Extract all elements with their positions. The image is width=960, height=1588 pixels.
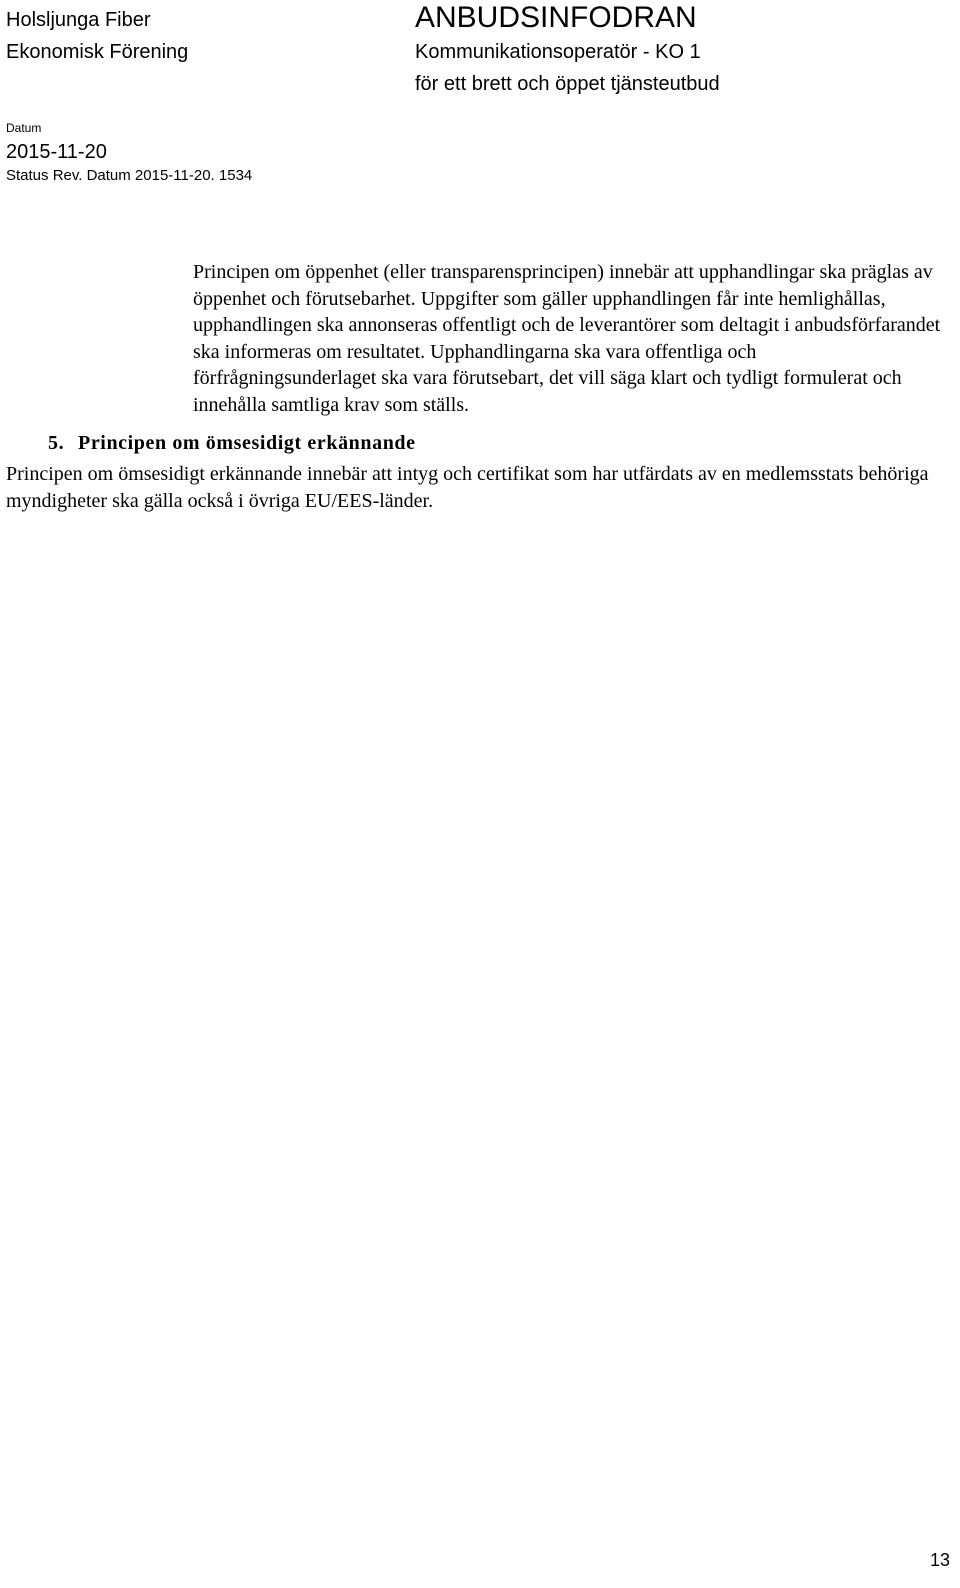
document-subtitle-line1: Kommunikationsoperatör - KO 1 xyxy=(415,41,701,63)
transparency-paragraph: Principen om öppenhet (eller transparensprincipen) innebär att upphandlingar ska präglas av öppenhet och förutsebarhet. Uppgifter som gäller upphandlingen får inte hemlighållas, upphandlingen ska annonseras offentligt och de leverantörer som deltagit i anbudsförfarandet ska informeras om resultatet. Upphandlingarna ska vara offentliga och förfrågningsunderlaget ska vara förutsebart, det vill säga klart och tydligt formulerat och innehålla samtliga krav som ställs. xyxy=(193,261,941,416)
section-number: 5. xyxy=(48,432,65,454)
organization-name: Holsljunga Fiber xyxy=(6,9,151,31)
section-title: Principen om ömsesidigt erkännande xyxy=(78,432,416,454)
organization-block xyxy=(6,4,188,68)
status-line: Status Rev. Datum 2015-11-20. 1534 xyxy=(6,167,253,184)
document-header xyxy=(415,0,720,100)
mutual-recognition-paragraph: Principen om ömsesidigt erkännande innebär att intyg och certifikat som har utfärdats av en medlemsstats behöriga myndigheter ska gälla också i övriga EU/EES-länder. xyxy=(6,463,929,512)
document-meta xyxy=(6,118,252,186)
document-title: ANBUDSINFODRAN xyxy=(415,1,697,34)
organization-type: Ekonomisk Förening xyxy=(6,41,189,63)
date-label: Datum xyxy=(6,121,42,135)
section-heading xyxy=(48,430,416,456)
date-value: 2015-11-20 xyxy=(6,141,107,163)
page-number: 13 xyxy=(929,1550,950,1570)
document-subtitle-line2: för ett brett och öppet tjänsteutbud xyxy=(415,73,720,95)
